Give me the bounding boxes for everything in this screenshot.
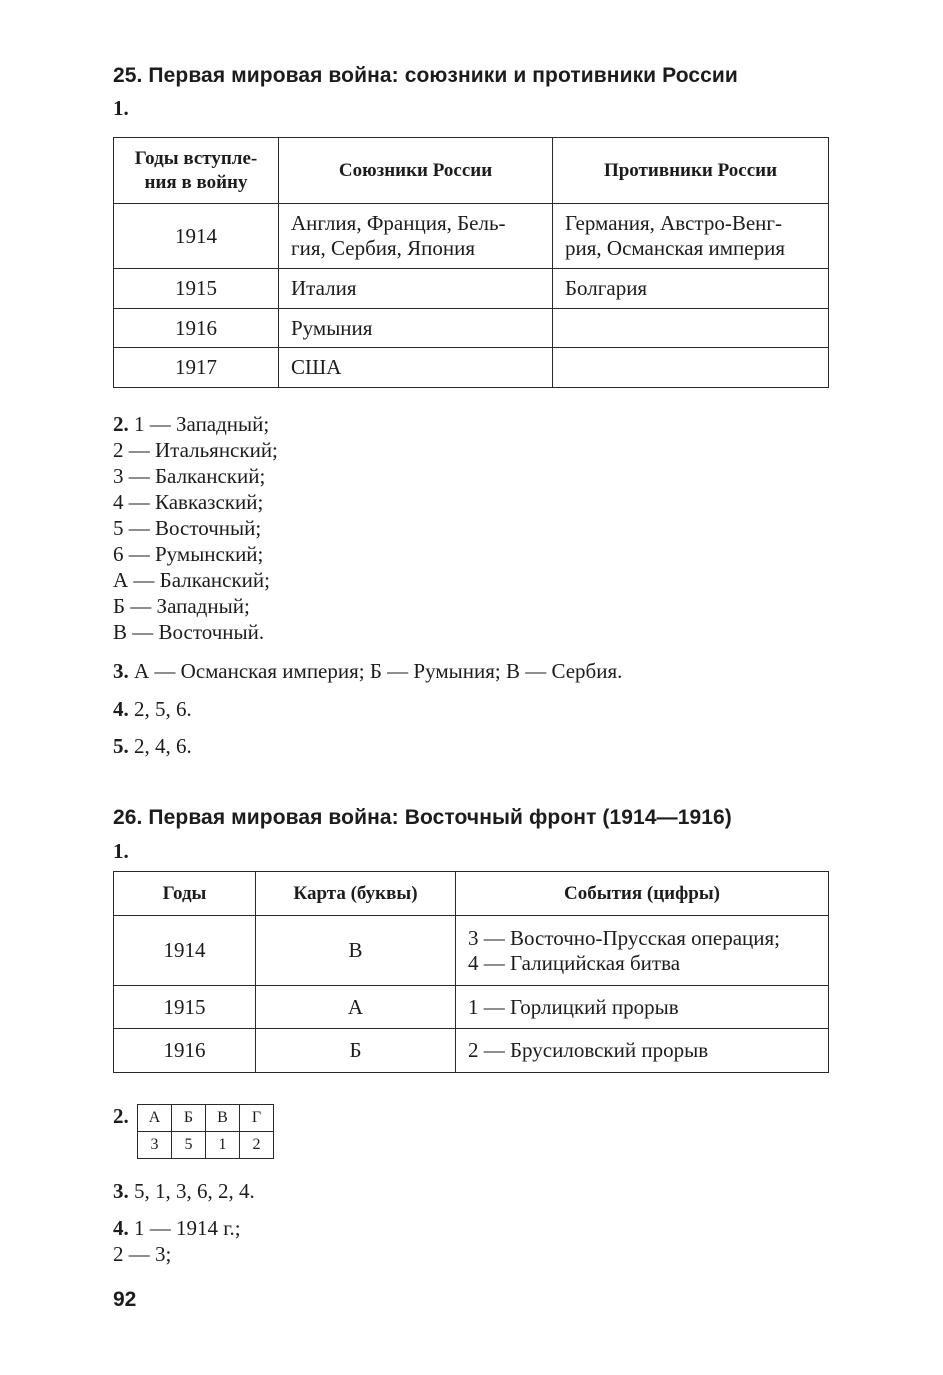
- s26-header-years: Годы: [114, 872, 256, 916]
- cell-line: гия, Сербия, Япония: [291, 236, 476, 260]
- enemies-cell: [553, 309, 829, 348]
- header-text: Годы вступле-ния в войну: [134, 147, 258, 193]
- s25-question-3: [113, 659, 622, 684]
- cell-line: Германия, Австро-Венг-: [565, 211, 783, 235]
- table-row: [114, 269, 829, 309]
- cell-line: рия, Османская империя: [565, 236, 786, 260]
- question-number: 4.: [113, 697, 129, 721]
- letter-cell: Г: [240, 1105, 274, 1132]
- events-cell: 2 — Брусиловский прорыв: [456, 1029, 829, 1073]
- answer-text: 5, 1, 3, 6, 2, 4.: [134, 1179, 255, 1203]
- allies-cell: США: [279, 348, 553, 388]
- s26-question-2-number: 2.: [113, 1104, 129, 1128]
- list-item: 2 — Итальянский;: [113, 438, 278, 462]
- table-row: [138, 1105, 274, 1132]
- s26-matching-table: [137, 1104, 274, 1159]
- map-cell: В: [256, 916, 456, 986]
- question-number: 5.: [113, 734, 129, 758]
- table-row: [114, 1029, 829, 1073]
- s26-question-4: [113, 1216, 241, 1241]
- s26-question-1-number: 1.: [113, 839, 129, 863]
- s26-header-events: События (цифры): [456, 872, 829, 916]
- list-item: А — Балканский;: [113, 568, 270, 592]
- s26-eastern-front-table: [113, 871, 829, 1073]
- s25-question-2: [113, 412, 269, 437]
- list-item: 1 — Западный;: [134, 412, 270, 436]
- table-row: [114, 986, 829, 1029]
- question-number: 3.: [113, 1179, 129, 1203]
- events-cell: [456, 916, 829, 986]
- table-row: [138, 1132, 274, 1159]
- s25-allies-enemies-table: [113, 137, 829, 388]
- map-cell: Б: [256, 1029, 456, 1073]
- list-item: В — Восточный.: [113, 620, 265, 644]
- allies-cell: Румыния: [279, 309, 553, 348]
- list-item: 5 — Восточный;: [113, 516, 262, 540]
- s25-question-1-number: 1.: [113, 96, 129, 120]
- year-cell: 1916: [114, 1029, 256, 1073]
- s25-question-5: [113, 734, 192, 759]
- events-cell: 1 — Горлицкий прорыв: [456, 986, 829, 1029]
- answer-text: 2, 4, 6.: [134, 734, 192, 758]
- question-number: 4.: [113, 1216, 129, 1240]
- section-25-title: 25. Первая мировая война: союзники и противники России: [113, 64, 738, 87]
- table-row: [114, 916, 829, 986]
- enemies-cell: [553, 204, 829, 269]
- s26-header-map: Карта (буквы): [256, 872, 456, 916]
- year-cell: 1915: [114, 986, 256, 1029]
- map-cell: А: [256, 986, 456, 1029]
- answer-text: А — Османская империя; Б — Румыния; В — Сербия.: [134, 659, 623, 683]
- question-number: 3.: [113, 659, 129, 683]
- question-number: 2.: [113, 412, 129, 436]
- cell-line: 4 — Галицийская битва: [468, 950, 681, 975]
- s25-header-allies: Союзники России: [279, 138, 553, 204]
- table-row: [114, 309, 829, 348]
- digit-cell: 3: [138, 1132, 172, 1159]
- letter-cell: Б: [172, 1105, 206, 1132]
- cell-line: 3 — Восточно-Прусская операция;: [468, 925, 780, 950]
- allies-cell: [279, 204, 553, 269]
- table-row: [114, 204, 829, 269]
- list-item: Б — Западный;: [113, 594, 250, 618]
- list-item: 2 — 3;: [113, 1242, 172, 1266]
- list-item: 4 — Кавказский;: [113, 490, 264, 514]
- list-item: 6 — Румынский;: [113, 542, 264, 566]
- s25-header-years: [114, 138, 279, 204]
- s25-question-4: [113, 697, 192, 722]
- s25-header-enemies: Противники России: [553, 138, 829, 204]
- allies-cell: Италия: [279, 269, 553, 309]
- year-cell: 1917: [114, 348, 279, 388]
- year-cell: 1914: [114, 204, 279, 269]
- cell-line: Англия, Франция, Бель-: [291, 211, 506, 235]
- enemies-cell: [553, 348, 829, 388]
- list-item: 1 — 1914 г.;: [134, 1216, 241, 1240]
- digit-cell: 5: [172, 1132, 206, 1159]
- letter-cell: А: [138, 1105, 172, 1132]
- enemies-cell: Болгария: [553, 269, 829, 309]
- list-item: 3 — Балканский;: [113, 464, 266, 488]
- s26-question-3: [113, 1179, 255, 1204]
- section-26-title: 26. Первая мировая война: Восточный фронт (1914—1916): [113, 806, 732, 829]
- table-row: [114, 348, 829, 388]
- digit-cell: 2: [240, 1132, 274, 1159]
- year-cell: 1914: [114, 916, 256, 986]
- page-number: 92: [113, 1288, 137, 1311]
- letter-cell: В: [206, 1105, 240, 1132]
- digit-cell: 1: [206, 1132, 240, 1159]
- year-cell: 1915: [114, 269, 279, 309]
- year-cell: 1916: [114, 309, 279, 348]
- answer-text: 2, 5, 6.: [134, 697, 192, 721]
